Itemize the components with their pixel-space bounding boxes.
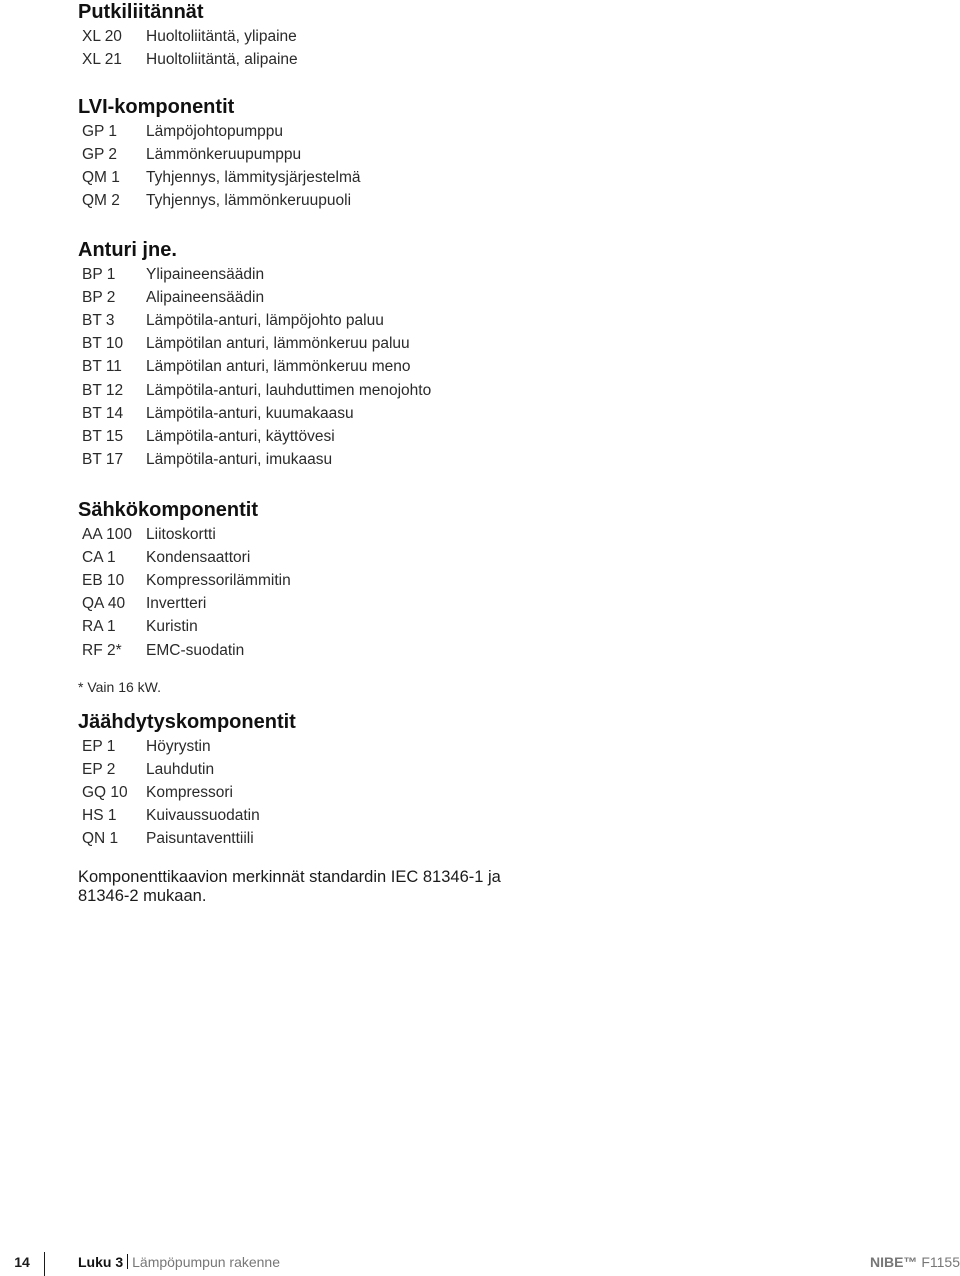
component-code: EP 1 [82, 737, 116, 755]
component-list [78, 735, 296, 851]
component-code: GP 1 [82, 122, 118, 140]
component-row [78, 735, 296, 758]
component-row [78, 309, 431, 332]
component-row [78, 166, 360, 189]
component-row [78, 425, 431, 448]
component-row [78, 639, 291, 662]
component-row [78, 286, 431, 309]
section-title: Anturi jne. [78, 239, 177, 261]
component-description: Lauhdutin [146, 760, 215, 778]
component-row [78, 25, 298, 48]
component-code: EB 10 [82, 571, 125, 589]
component-description: Kuivaussuodatin [146, 807, 260, 825]
component-code: HS 1 [82, 807, 117, 825]
component-row [78, 356, 431, 379]
component-description: Paisuntaventtiili [146, 830, 254, 848]
component-row [78, 616, 291, 639]
component-description: Alipaineensäädin [146, 288, 265, 306]
component-description: Tyhjennys, lämmönkeruupuoli [146, 192, 352, 210]
component-code: GP 2 [82, 145, 118, 163]
component-list [78, 25, 298, 71]
component-description: Ylipaineensäädin [146, 265, 265, 283]
component-code: QM 1 [82, 168, 120, 186]
section-jaahdytyskomponentit [78, 710, 296, 851]
product-model: F1155 [921, 1254, 960, 1270]
standard-note: Komponenttikaavion merkinnät standardin IEC 81346-1 ja 81346-2 mukaan. [78, 868, 501, 905]
component-description: Lämpötila-anturi, kuumakaasu [146, 404, 354, 422]
component-row [78, 263, 431, 286]
component-list [78, 263, 431, 472]
page-footer [0, 1252, 960, 1276]
component-description: Kuristin [146, 618, 198, 636]
section-title: LVI-komponentit [78, 96, 235, 118]
component-code: BP 1 [82, 265, 116, 283]
component-row [78, 333, 431, 356]
component-description: Tyhjennys, lämmitysjärjestelmä [146, 168, 361, 186]
component-code: BT 3 [82, 311, 115, 329]
component-description: Kondensaattori [146, 548, 251, 566]
component-description: Lämpötila-anturi, imukaasu [146, 451, 333, 469]
component-code: BT 14 [82, 404, 124, 422]
component-list [78, 120, 360, 213]
component-row [78, 190, 360, 213]
component-description: Invertteri [146, 595, 207, 613]
component-row [78, 379, 431, 402]
component-code: XL 20 [82, 27, 122, 45]
chapter-reference [78, 1254, 280, 1270]
component-code: BT 10 [82, 335, 124, 353]
component-code: BT 11 [82, 358, 122, 376]
component-code: GQ 10 [82, 783, 128, 801]
footnote: * Vain 16 kW. [78, 679, 162, 695]
component-description: Kompressorilämmitin [146, 571, 291, 589]
component-description: Lämpötilan anturi, lämmönkeruu paluu [146, 335, 410, 353]
section-title: Jäähdytyskomponentit [78, 711, 296, 733]
component-description: Huoltoliitäntä, ylipaine [146, 27, 297, 45]
component-row [78, 805, 296, 828]
component-row [78, 569, 291, 592]
component-row [78, 781, 296, 804]
section-title: Putkiliitännät [78, 1, 204, 23]
component-code: BT 17 [82, 451, 124, 469]
component-code: QA 40 [82, 595, 126, 613]
component-code: AA 100 [82, 525, 132, 543]
component-code: BT 15 [82, 427, 124, 445]
component-description: Lämpöjohtopumppu [146, 122, 284, 140]
brand-name: NIBE™ [869, 1254, 918, 1270]
component-description: Lämmönkeruupumppu [146, 145, 302, 163]
page-number: 14 [14, 1254, 30, 1270]
component-row [78, 523, 291, 546]
component-description: Liitoskortti [146, 525, 216, 543]
footer-divider [44, 1252, 45, 1276]
component-list [78, 523, 291, 662]
component-row [78, 402, 431, 425]
component-description: Höyrystin [146, 737, 211, 755]
component-row [78, 546, 291, 569]
chapter-separator [127, 1254, 128, 1269]
component-code: EP 2 [82, 760, 116, 778]
component-code: RA 1 [82, 618, 116, 636]
brand-mark [870, 1254, 960, 1270]
section-sahkokomponentit [78, 498, 291, 662]
component-description: EMC-suodatin [146, 641, 245, 659]
component-description: Lämpötila-anturi, lämpöjohto paluu [146, 311, 384, 329]
component-code: QN 1 [82, 830, 119, 848]
component-description: Kompressori [146, 783, 233, 801]
component-code: RF 2* [82, 641, 122, 659]
component-row [78, 120, 360, 143]
section-putkiliitannat [78, 0, 298, 71]
section-title: Sähkökomponentit [78, 499, 259, 521]
component-row [78, 449, 431, 472]
component-description: Lämpötila-anturi, lauhduttimen menojohto [146, 381, 432, 399]
component-code: BP 2 [82, 288, 116, 306]
component-code: QM 2 [82, 192, 120, 210]
component-code: BT 12 [82, 381, 124, 399]
section-lvi-komponentit [78, 95, 360, 213]
component-row [78, 828, 296, 851]
component-row [78, 48, 298, 71]
component-row [78, 143, 360, 166]
component-description: Lämpötilan anturi, lämmönkeruu meno [146, 358, 411, 376]
component-description: Huoltoliitäntä, alipaine [146, 50, 298, 68]
component-description: Lämpötila-anturi, käyttövesi [146, 427, 335, 445]
chapter-label: Luku 3 [78, 1254, 124, 1270]
component-row [78, 758, 296, 781]
chapter-title: Lämpöpumpun rakenne [132, 1254, 281, 1270]
component-code: XL 21 [82, 50, 122, 68]
section-anturi [78, 238, 431, 472]
component-row [78, 593, 291, 616]
component-code: CA 1 [82, 548, 116, 566]
